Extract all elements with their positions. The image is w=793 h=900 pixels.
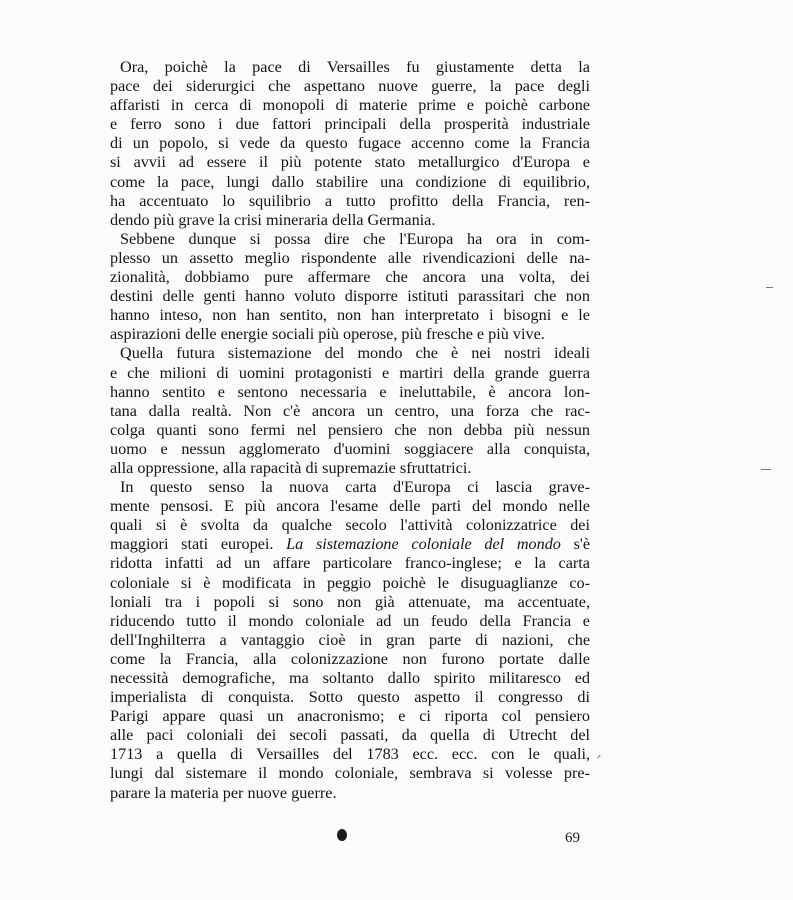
text-line: riducendo tutto il mondo coloniale ad un feudo della Francia e (110, 611, 590, 630)
text-line: di un popolo, si vede da questo fugace accenno come la Francia (110, 134, 590, 153)
text-line: destini delle genti hanno voluto disporre istituti parassitari che non (110, 287, 590, 306)
paragraph-4 (110, 478, 590, 803)
text-line: loniali tra i popoli si sono non già attenuate, ma accentuate, (110, 592, 590, 611)
text-line: aspirazioni delle energie sociali più operose, più fresche e più vive. (110, 325, 545, 344)
text-line: e che milioni di uomini protagonisti e martiri della grande guerra (110, 363, 590, 382)
margin-mark (597, 755, 600, 759)
body-text (110, 58, 590, 803)
italic-phrase: La sistemazione coloniale del mondo (286, 535, 561, 554)
text-line: In questo senso la nuova carta d'Europa ci lascia grave- (120, 478, 590, 497)
text-line: plesso un assetto meglio rispondente alle rivendicazioni delle na- (110, 248, 590, 267)
text-line: dell'Inghilterra a vantaggio cioè in gran parte di nazioni, che (110, 630, 590, 649)
text-line: Quella futura sistemazione del mondo che è nei nostri ideali (120, 344, 590, 363)
paragraph-3 (110, 344, 590, 478)
margin-mark (761, 469, 771, 470)
page-number: 69 (565, 830, 580, 846)
text-line: affaristi in cerca di monopoli di materie prime e poichè carbone (110, 96, 590, 115)
text-line: imperialista di conquista. Sotto questo aspetto il congresso di (110, 688, 590, 707)
text-line: pace dei siderurgici che aspettano nuove guerre, la pace degli (110, 77, 590, 96)
text-line: mente pensosi. E più ancora l'esame delle parti del mondo nelle (110, 497, 590, 516)
text-line: parare la materia per nuove guerre. (110, 783, 337, 802)
paragraph-2 (110, 230, 590, 345)
text-line: coloniale si è modificata in peggio poichè le disuguaglianze co- (110, 573, 590, 592)
text-line: colga quanti sono fermi nel pensiero che non debba più nessun (110, 420, 590, 439)
text-line: si avvii ad essere il più potente stato metallurgico d'Europa e (110, 153, 590, 172)
text-line: lungi dal sistemare il mondo coloniale, sembrava si volesse pre- (110, 764, 590, 783)
text-line: come la Francia, alla colonizzazione non furono portate dalle (110, 649, 590, 668)
text-line: necessità demografiche, ma soltanto dallo spirito militaresco ed (110, 669, 590, 687)
text-line: alla oppressione, alla rapacità di supremazie sfruttatrici. (110, 458, 472, 477)
text-line: dendo più grave la crisi mineraria della Germania. (110, 210, 436, 229)
text-line: hanno sentito e sentono necessaria e ineluttabile, è ancora lon- (110, 382, 590, 401)
text-line: zionalità, dobbiamo pure affermare che ancora una volta, dei (110, 268, 590, 287)
text-line: ridotta infatti ad un affare particolare franco-inglese; e la carta (110, 554, 590, 573)
text-line: maggiori stati europei. La sistemazione coloniale del mondo s'è (110, 535, 591, 554)
paragraph-1 (110, 58, 590, 230)
text-line: e ferro sono i due fattori principali della prosperità industriale (110, 115, 590, 134)
text-line: 1713 a quella di Versailles del 1783 ecc. ecc. con le quali, (110, 745, 590, 764)
text-line: tana dalla realtà. Non c'è ancora un centro, una forza che rac- (110, 401, 590, 420)
text-line: uomo e nessun agglomerato d'uomini soggiacere alla conquista, (110, 439, 590, 458)
text-line: Sebbene dunque si possa dire che l'Europa ha ora in com- (120, 229, 590, 248)
bullet-ornament-icon (337, 829, 347, 841)
text-line: Parigi appare quasi un anacronismo; e ci riporta col pensiero (110, 707, 590, 726)
margin-mark (766, 287, 773, 288)
text-line: quali si è svolta da qualche secolo l'attività colonizzatrice dei (110, 516, 590, 535)
text-line: hanno inteso, non han sentito, non han interpretato i bisogni e le (110, 306, 590, 325)
text-line: come la pace, lungi dallo stabilire una condizione di equilibrio, (110, 172, 590, 191)
text-line: alle paci coloniali dei secoli passati, da quella di Utrecht del (110, 726, 590, 745)
text-line: Ora, poichè la pace di Versailles fu giustamente detta la (120, 58, 590, 76)
text-line: ha accentuato lo squilibrio a tutto profitto della Francia, ren- (110, 191, 590, 210)
